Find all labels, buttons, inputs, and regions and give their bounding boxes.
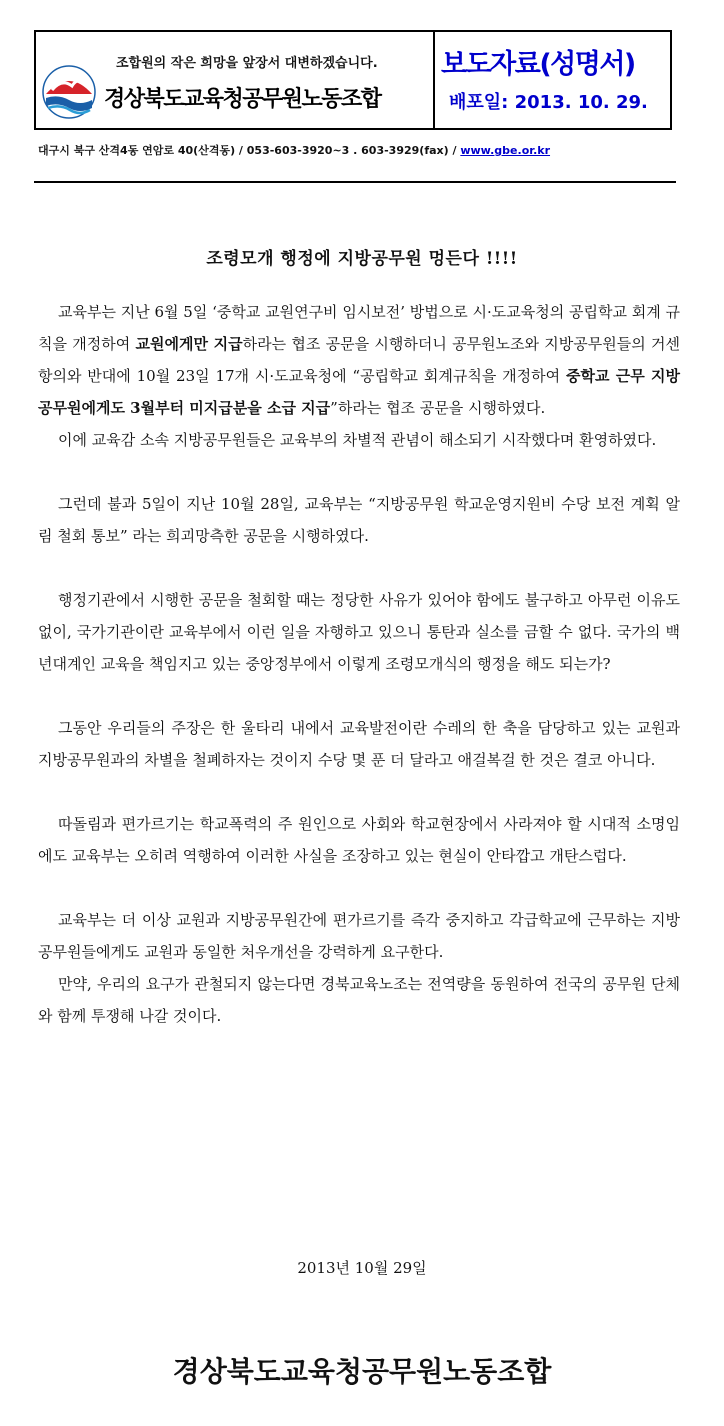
signature-organization: 경상북도교육청공무원노동조합: [172, 1355, 552, 1388]
letterhead-left: [36, 32, 433, 128]
paragraph-8: 만약, 우리의 요구가 관철되지 않는다면 경북교육노조는 전역량을 동원하여 전국의 공무원 단체와 함께 투쟁해 나갈 것이다.: [38, 975, 680, 1025]
paragraph-1-text-c: ”하라는 협조 공문을 시행하였다.: [330, 399, 546, 417]
paragraph-6: 따돌림과 편가르기는 학교폭력의 주 원인으로 사회와 학교현장에서 사라져야 할 시대적 소명임에도 교육부는 오히려 역행하여 이러한 사실을 조장하고 있는 현실이 안타깝고 개탄스럽다.: [38, 815, 680, 865]
paragraph-1-text-b: 하라는 협조 공문을 시행하더니 공무원노조와 지방공무원들의 거센 항의와 반대에 10월 23일 17개 시·도교육청에 “공립학교 회계규칙을 개정하여: [38, 335, 680, 385]
paragraph-1: [38, 296, 680, 424]
paragraph-1-text-a: 교육부는 지난 6월 5일 ‘중학교 교원연구비 임시보전’ 방법으로 시·도교육청의 공립학교 회계 규칙을 개정하여: [38, 303, 680, 353]
document-date: 2013년 10월 29일: [297, 1259, 427, 1277]
paragraph-1-bold-b: 중학교 근무 지방공무원에게도 3월부터 미지급분을 소급 지급: [38, 367, 680, 417]
paragraph-4: 행정기관에서 시행한 공문을 철회할 때는 정당한 사유가 있어야 함에도 불구하고 아무런 이유도 없이, 국가기관이란 교육부에서 이런 일을 자행하고 있으니 통탄과 실소를 금할 수 없다. 국가의 백년대계인 교육을 책임지고 있는 중앙정부에서 이렇게 조령모개식의 행정을 해도 되는가?: [38, 591, 680, 673]
paragraph-7: 교육부는 더 이상 교원과 지방공무원간에 편가르기를 즉각 중지하고 각급학교에 근무하는 지방공무원들에게도 교원과 동일한 처우개선을 강력하게 요구한다.: [38, 911, 680, 961]
union-logo-icon: [42, 64, 96, 120]
header-rule: [34, 181, 676, 183]
website-link[interactable]: www.gbe.or.kr: [460, 144, 551, 157]
paragraph-3: 그런데 불과 5일이 지난 10월 28일, 교육부는 “지방공무원 학교운영지원비 수당 보전 계획 알림 철회 통보” 라는 희괴망측한 공문을 시행하였다.: [38, 495, 680, 545]
union-slogan: 조합원의 작은 희망을 앞장서 대변하겠습니다.: [116, 56, 378, 71]
union-name: 경상북도교육청공무원노동조합: [104, 87, 381, 112]
document-title: 조령모개 행정에 지방공무원 멍든다 !!!!: [206, 249, 518, 269]
paragraph-1-bold-a: 교원에게만 지급: [135, 335, 243, 353]
paragraph-2: 이에 교육감 소속 지방공무원들은 교육부의 차별적 관념이 해소되기 시작했다며 환영하였다.: [58, 431, 657, 449]
release-date: 배포일: 2013. 10. 29.: [449, 92, 648, 113]
letterhead: [34, 30, 672, 130]
document-body: [38, 296, 680, 1032]
press-release-title: 보도자료(성명서): [441, 49, 635, 80]
paragraph-5: 그동안 우리들의 주장은 한 울타리 내에서 교육발전이란 수레의 한 축을 담당하고 있는 교원과 지방공무원과의 차별을 철폐하자는 것이지 수당 몇 푼 더 달라고 애걸복걸 한 것은 결코 아니다.: [38, 719, 680, 769]
address-text: 대구시 북구 산격4동 연암로 40(산격동) / 053-603-3920~3 . 603-3929(fax) /: [38, 144, 461, 157]
letterhead-right: [435, 32, 670, 128]
address-line: [38, 142, 678, 158]
